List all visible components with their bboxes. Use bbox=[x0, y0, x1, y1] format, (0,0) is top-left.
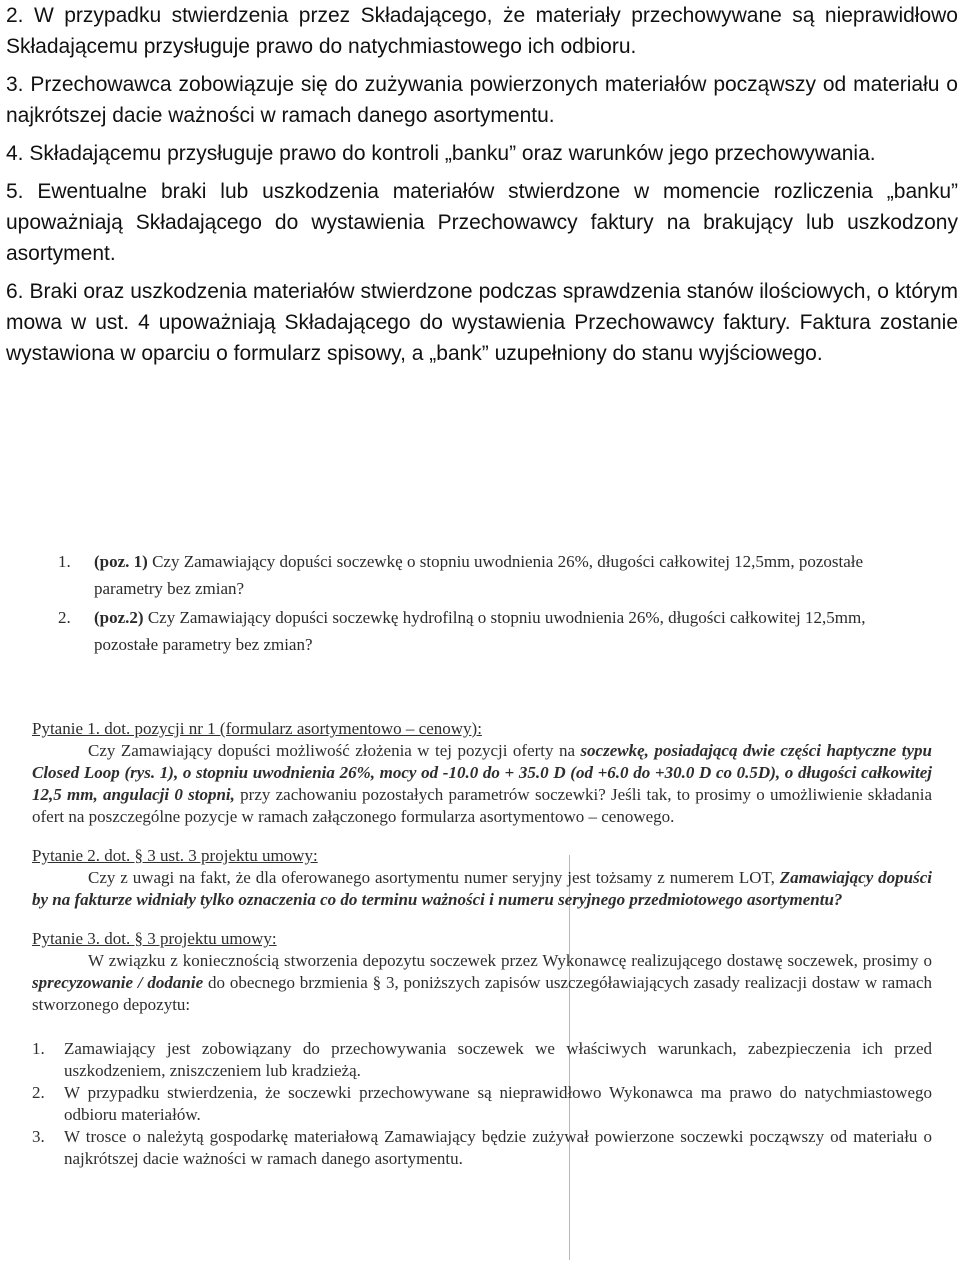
deposit-rules-list bbox=[32, 1038, 932, 1170]
scanned-questions-short bbox=[58, 548, 904, 660]
list-number: 2. bbox=[32, 1083, 45, 1102]
clause-6: 6. Braki oraz uszkodzenia materiałów stwierdzone podczas sprawdzenia stanów ilościowych, o którym mowa w ust. 4 upoważniają Składającego do wystawienia Przechowawcy faktury. Faktura zostanie wystawiona w oparciu o formularz spisowy, a „bank” uzupełniony do stanu wyjściowego. bbox=[6, 280, 958, 365]
list-text: W trosce o należytą gospodarkę materiałową Zamawiający będzie zużywał powierzone soczewki począwszy od materiału o najkrótszej dacie ważności w ramach danego asortymentu. bbox=[64, 1127, 932, 1168]
typed-clauses bbox=[6, 0, 958, 376]
list-item bbox=[32, 1038, 932, 1082]
clause-2: 2. W przypadku stwierdzenia przez Składającego, że materiały przechowywane są nieprawidłowo Składającemu przysługuje prawo do natychmiastowego ich odbioru. bbox=[6, 4, 958, 58]
item-lead: (poz. 1) bbox=[94, 552, 148, 571]
item-text: Czy Zamawiający dopuści soczewkę hydrofilną o stopniu uwodnienia 26%, długości całkowitej 12,5mm, pozostałe parametry bez zmian? bbox=[94, 608, 866, 654]
q2-text-a: Czy z uwagi na fakt, że dla oferowanego asortymentu numer seryjny jest tożsamy z numerem LOT, bbox=[88, 868, 780, 887]
question-3-heading: Pytanie 3. dot. § 3 projektu umowy: bbox=[32, 929, 277, 948]
scan-question-2 bbox=[58, 604, 904, 658]
item-text: Czy Zamawiający dopuści soczewkę o stopniu uwodnienia 26%, długości całkowitej 12,5mm, pozostałe parametry bez zmian? bbox=[94, 552, 864, 598]
list-item bbox=[32, 1082, 932, 1126]
q1-text-emphasis: soczewkę, posiadającą dwie części haptyczne typu Closed Loop (rys. 1), o stopniu uwodnienia 26%, mocy od -10.0 do + 35.0 D (od +6.0 do +30.0 D co 0.5D), o długości całkowitej 12,5 mm, angulacji 0 stopni, bbox=[32, 741, 932, 804]
scan-question-1 bbox=[58, 548, 904, 602]
question-1-body bbox=[32, 740, 932, 828]
q2-text-emphasis: Zamawiający dopuści by na fakturze widniały tylko oznaczenia co do terminu ważności i numeru seryjnego przedmiotowego asortymentu? bbox=[32, 868, 932, 909]
q3-text-a: W związku z koniecznością stworzenia depozytu soczewek przez Wykonawcę realizującego dostawę soczewek, prosimy o bbox=[88, 951, 932, 970]
q1-text-c: przy zachowaniu pozostałych parametrów soczewki? Jeśli tak, to prosimy o umożliwienie składania ofert na poszczególne pozycje w ramach załączonego formularza asortymentowo – cenowego. bbox=[32, 785, 932, 826]
list-number: 3. bbox=[32, 1127, 45, 1146]
q3-text-emphasis: sprecyzowanie / dodanie bbox=[32, 973, 204, 992]
item-number: 1. bbox=[58, 552, 71, 571]
clause-5: 5. Ewentualne braki lub uszkodzenia materiałów stwierdzone w momencie rozliczenia „banku” upoważniają Składającego do wystawienia Przechowawcy faktury na brakujący lub uszkodzony asortyment. bbox=[6, 180, 958, 265]
question-2-body bbox=[32, 867, 932, 911]
list-item bbox=[32, 1126, 932, 1170]
clause-4: 4. Składającemu przysługuje prawo do kontroli „banku” oraz warunków jego przechowywania. bbox=[6, 142, 876, 165]
question-2-heading: Pytanie 2. dot. § 3 ust. 3 projektu umowy: bbox=[32, 846, 318, 865]
clause-3: 3. Przechowawca zobowiązuje się do zużywania powierzonych materiałów począwszy od materiału o najkrótszej dacie ważności w ramach danego asortymentu. bbox=[6, 73, 958, 127]
item-number: 2. bbox=[58, 608, 71, 627]
q3-text-c: do obecnego brzmienia § 3, poniższych zapisów uszczegóławiających zasady realizacji dostaw w ramach stworzonego depozytu: bbox=[32, 973, 933, 1014]
list-text: W przypadku stwierdzenia, że soczewki przechowywane są nieprawidłowo Wykonawca ma prawo do natychmiastowego odbioru materiałów. bbox=[64, 1083, 932, 1124]
question-3-body bbox=[32, 950, 932, 1016]
question-1-heading: Pytanie 1. dot. pozycji nr 1 (formularz asortymentowo – cenowy): bbox=[32, 719, 482, 738]
item-lead: (poz.2) bbox=[94, 608, 144, 627]
scanned-questions-long bbox=[32, 718, 932, 1170]
list-text: Zamawiający jest zobowiązany do przechowywania soczewek we właściwych warunkach, zabezpieczenia ich przed uszkodzeniem, zniszczeniem lub kradzieżą. bbox=[64, 1039, 932, 1080]
q1-text-a: Czy Zamawiający dopuści możliwość złożenia w tej pozycji oferty na bbox=[88, 741, 581, 760]
list-number: 1. bbox=[32, 1039, 45, 1058]
